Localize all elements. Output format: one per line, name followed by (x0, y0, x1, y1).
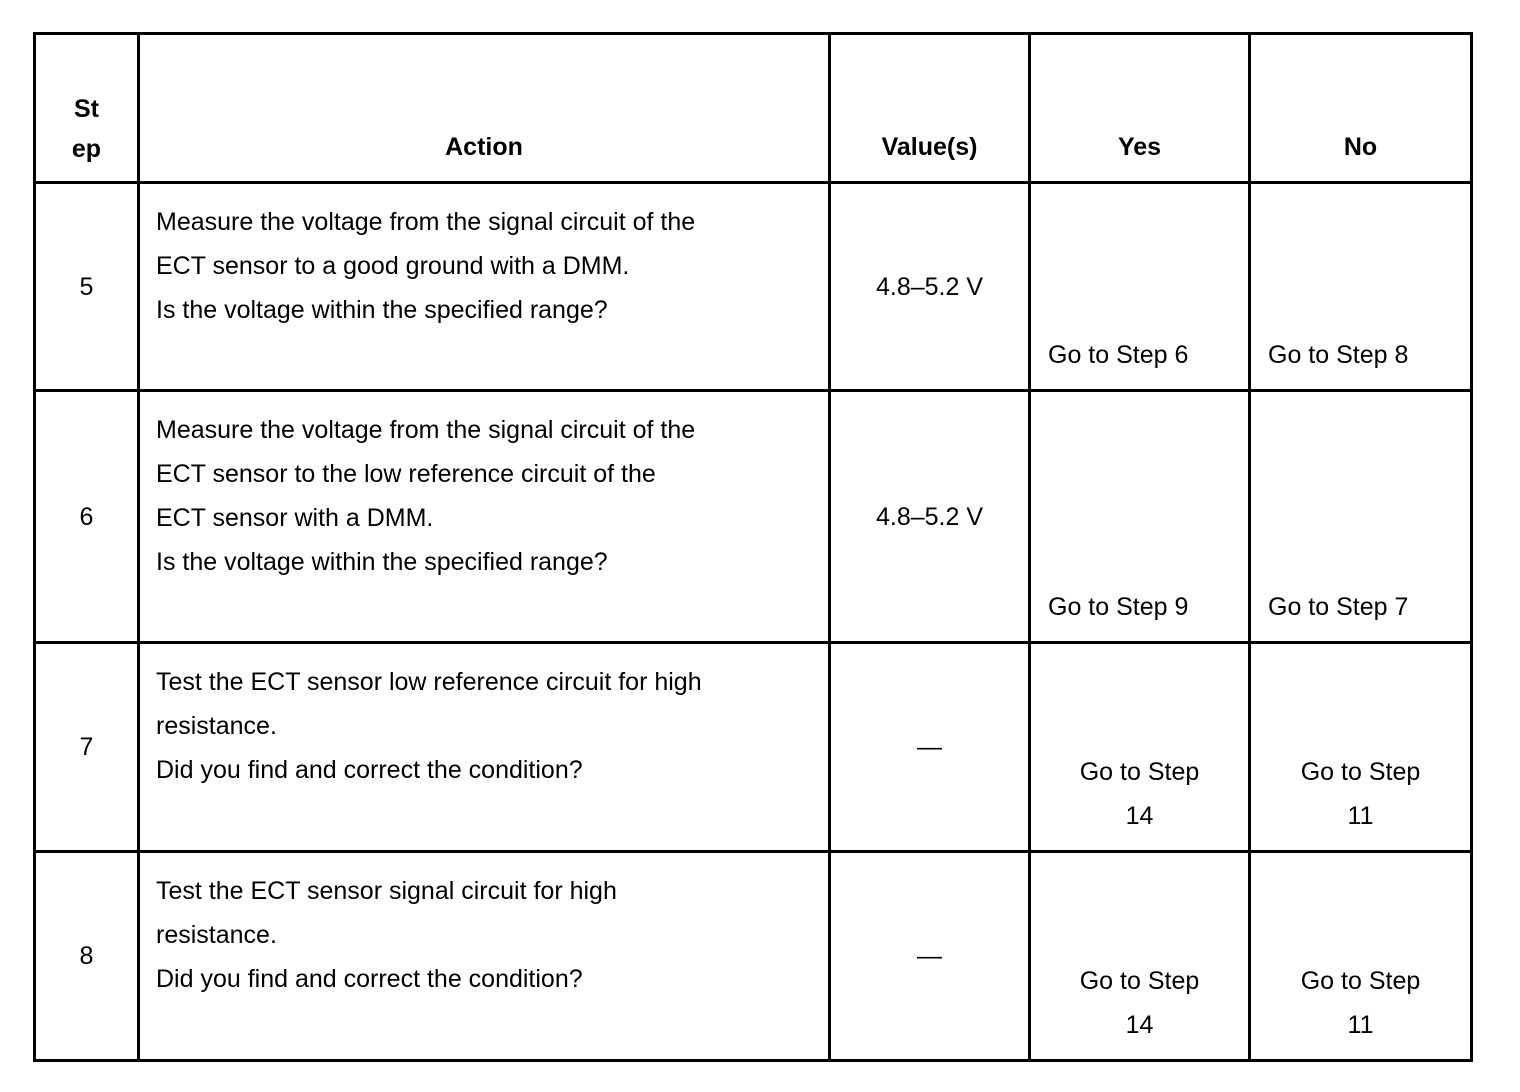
value-cell: 4.8–5.2 V (830, 391, 1030, 643)
action-line: ECT sensor to a good ground with a DMM. (156, 252, 630, 280)
action-line: Test the ECT sensor signal circuit for high (156, 877, 617, 905)
header-no: No (1250, 34, 1472, 183)
action-cell (139, 643, 830, 852)
step-cell: 7 (35, 643, 139, 852)
action-cell (139, 852, 830, 1061)
header-step-line1: St (74, 95, 99, 123)
action-line: Measure the voltage from the signal circuit of the (156, 416, 696, 444)
yes-line: 14 (1125, 802, 1154, 830)
action-line: Did you find and correct the condition? (156, 965, 583, 993)
action-line: Test the ECT sensor low reference circuit for high (156, 668, 702, 696)
action-line: resistance. (156, 921, 277, 949)
action-line: Measure the voltage from the signal circuit of the (156, 208, 696, 236)
yes-line: 14 (1125, 1011, 1154, 1039)
step-cell: 8 (35, 852, 139, 1061)
no-cell (1250, 643, 1472, 852)
action-line: resistance. (156, 712, 277, 740)
action-cell (139, 183, 830, 391)
table-row (35, 391, 1472, 643)
action-line: Did you find and correct the condition? (156, 756, 583, 784)
header-row (35, 34, 1472, 183)
header-yes: Yes (1030, 34, 1250, 183)
yes-cell (1030, 852, 1250, 1061)
action-line: ECT sensor to the low reference circuit of the (156, 460, 656, 488)
action-line: Is the voltage within the specified range? (156, 548, 608, 576)
no-cell: Go to Step 7 (1250, 391, 1472, 643)
table-row (35, 183, 1472, 391)
yes-cell (1030, 643, 1250, 852)
no-cell: Go to Step 8 (1250, 183, 1472, 391)
value-cell: 4.8–5.2 V (830, 183, 1030, 391)
step-cell: 6 (35, 391, 139, 643)
yes-cell: Go to Step 6 (1030, 183, 1250, 391)
table-row (35, 643, 1472, 852)
yes-line: Go to Step (1079, 967, 1200, 995)
value-cell: — (830, 852, 1030, 1061)
step-cell: 5 (35, 183, 139, 391)
no-cell (1250, 852, 1472, 1061)
header-step (35, 34, 139, 183)
yes-line: Go to Step (1079, 758, 1200, 786)
header-action: Action (139, 34, 830, 183)
value-cell: — (830, 643, 1030, 852)
yes-cell: Go to Step 9 (1030, 391, 1250, 643)
table-row (35, 852, 1472, 1061)
action-line: ECT sensor with a DMM. (156, 504, 434, 532)
diagnostic-table (33, 32, 1473, 1062)
no-line: 11 (1347, 1011, 1374, 1039)
header-values: Value(s) (830, 34, 1030, 183)
no-line: 11 (1347, 802, 1374, 830)
no-line: Go to Step (1300, 758, 1421, 786)
no-line: Go to Step (1300, 967, 1421, 995)
header-step-line2: ep (71, 135, 102, 163)
action-cell (139, 391, 830, 643)
action-line: Is the voltage within the specified range? (156, 296, 608, 324)
